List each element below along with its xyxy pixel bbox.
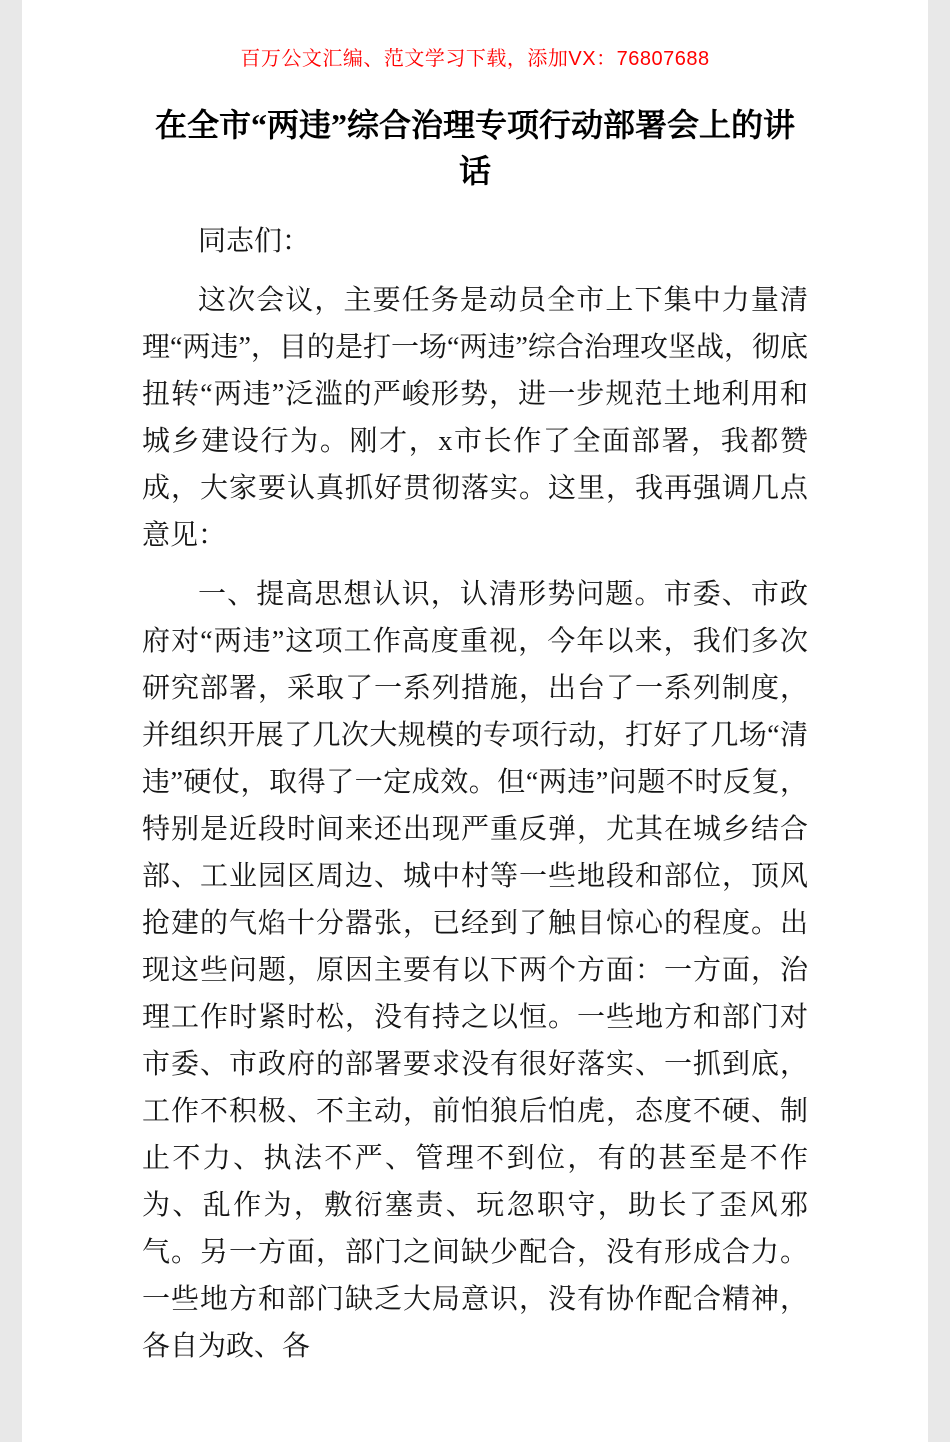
- document-page: [22, 0, 928, 1442]
- promo-banner: 百万公文汇编、范文学习下载，添加VX：76807688: [240, 48, 710, 70]
- salutation-paragraph: 同志们：: [198, 226, 311, 257]
- document-body: [142, 218, 808, 1370]
- document-title: 在全市“两违”综合治理专项行动部署会上的讲话: [154, 107, 795, 189]
- section-one-paragraph: 一、提高思想认识，认清形势问题。市委、市政府对“两违”这项工作高度重视，今年以来，我们多次研究部署，采取了一系列措施，出台了一系列制度，并组织开展了几次大规模的专项行动，打好了几场“清违”硬仗，取得了一定成效。但“两违”问题不时反复，特别是近段时间来还出现严重反弹，尤其在城乡结合部、工业园区周边、城中村等一些地段和部位，顶风抢建的气焰十分嚣张，已经到了触目惊心的程度。出现这些问题，原因主要有以下两个方面：一方面，治理工作时紧时松，没有持之以恒。一些地方和部门对市委、市政府的部署要求没有很好落实、一抓到底，工作不积极、不主动，前怕狼后怕虎，态度不硬、制止不力、执法不严、管理不到位，有的甚至是不作为、乱作为，敷衍塞责、玩忽职守，助长了歪风邪气。另一方面，部门之间缺少配合，没有形成合力。一些地方和部门缺乏大局意识，没有协作配合精神，各自为政、各: [142, 579, 808, 1362]
- intro-paragraph: 这次会议，主要任务是动员全市上下集中力量清理“两违”，目的是打一场“两违”综合治理攻坚战，彻底扭转“两违”泛滥的严峻形势，进一步规范土地利用和城乡建设行为。刚才，x市长作了全面部署，我都赞成，大家要认真抓好贯彻落实。这里，我再强调几点意见：: [142, 285, 808, 551]
